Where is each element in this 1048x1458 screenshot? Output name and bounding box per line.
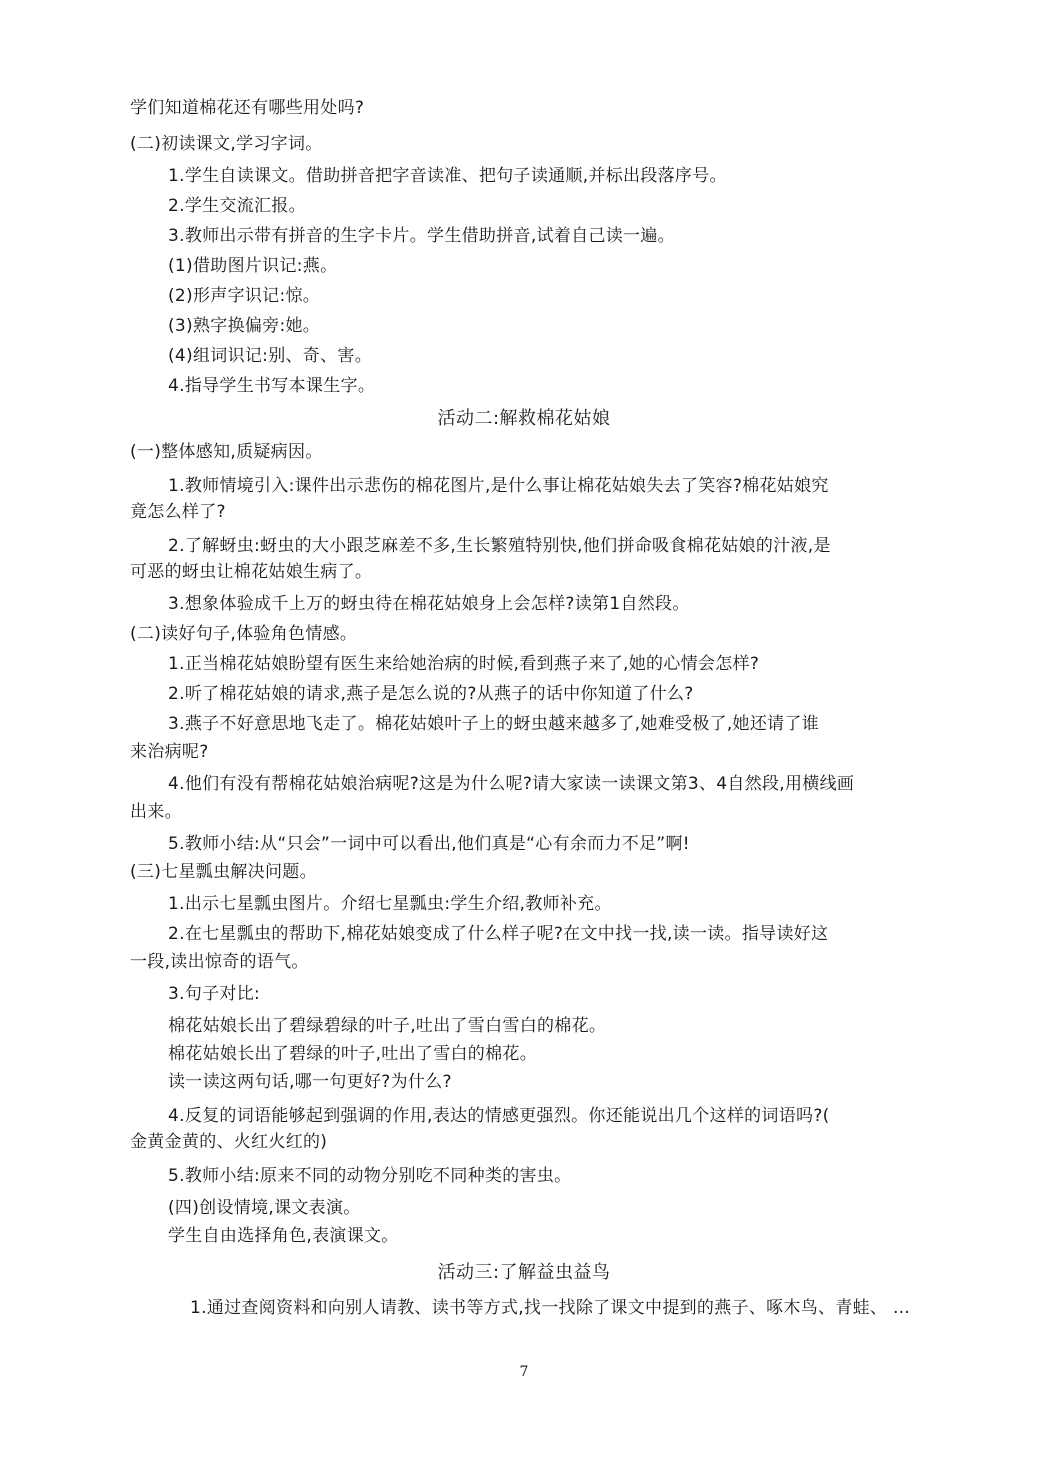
text-line: (1)借助图片识记:燕。 xyxy=(168,256,338,276)
example-sentence: 棉花姑娘长出了碧绿碧绿的叶子,吐出了雪白雪白的棉花。 xyxy=(168,1016,607,1036)
text-line: 来治病呢? xyxy=(130,742,209,762)
text-line: 3.句子对比: xyxy=(168,984,261,1004)
text-line: 1.学生自读课文。借助拼音把字音读准、把句子读通顺,并标出段落序号。 xyxy=(168,166,727,186)
text-line: (3)熟字换偏旁:她。 xyxy=(168,316,321,336)
text-line: 学生自由选择角色,表演课文。 xyxy=(168,1226,399,1246)
text-line: 3.教师出示带有拼音的生字卡片。学生借助拼音,试着自己读一遍。 xyxy=(168,226,675,246)
text-line: 4.指导学生书写本课生字。 xyxy=(168,376,376,396)
section-heading: (四)创设情境,课文表演。 xyxy=(168,1198,361,1218)
text-line: 5.教师小结:原来不同的动物分别吃不同种类的害虫。 xyxy=(168,1166,572,1186)
text-line: 1.教师情境引入:课件出示悲伤的棉花图片,是什么事让棉花姑娘失去了笑容?棉花姑娘究 xyxy=(168,476,829,496)
text-line: 3.燕子不好意思地飞走了。棉花姑娘叶子上的蚜虫越来越多了,她难受极了,她还请了谁 xyxy=(168,714,820,734)
text-line: 竟怎么样了? xyxy=(130,502,226,522)
page-number: 7 xyxy=(519,1364,529,1380)
text-line: 2.在七星瓢虫的帮助下,棉花姑娘变成了什么样子呢?在文中找一找,读一读。指导读好这 xyxy=(168,924,829,944)
example-sentence: 棉花姑娘长出了碧绿的叶子,吐出了雪白的棉花。 xyxy=(168,1044,538,1064)
text-line: 读一读这两句话,哪一句更好?为什么? xyxy=(168,1072,452,1092)
text-line: 1.出示七星瓢虫图片。介绍七星瓢虫:学生介绍,教师补充。 xyxy=(168,894,612,914)
text-line: 可恶的蚜虫让棉花姑娘生病了。 xyxy=(130,562,373,582)
section-heading: (一)整体感知,质疑病因。 xyxy=(130,442,323,462)
text-line: 出来。 xyxy=(130,802,182,822)
activity-title: 活动二:解救棉花姑娘 xyxy=(437,408,611,429)
text-line: 1.通过查阅资料和向别人请教、读书等方式,找一找除了课文中提到的燕子、啄木鸟、青蛙、 … xyxy=(190,1298,911,1318)
text-line: 2.学生交流汇报。 xyxy=(168,196,306,216)
text-line: 4.他们有没有帮棉花姑娘治病呢?这是为什么呢?请大家读一读课文第3、4自然段,用横线画 xyxy=(168,774,855,794)
text-line: 3.想象体验成千上万的蚜虫待在棉花姑娘身上会怎样?读第1自然段。 xyxy=(168,594,690,614)
text-line: 2.听了棉花姑娘的请求,燕子是怎么说的?从燕子的话中你知道了什么? xyxy=(168,684,694,704)
text-line: (4)组词识记:别、奇、害。 xyxy=(168,346,373,366)
text-line: 4.反复的词语能够起到强调的作用,表达的情感更强烈。你还能说出几个这样的词语吗?( xyxy=(168,1106,830,1126)
text-line: 金黄金黄的、火红火红的) xyxy=(130,1132,328,1152)
text-line: 1.正当棉花姑娘盼望有医生来给她治病的时候,看到燕子来了,她的心情会怎样? xyxy=(168,654,760,674)
text-line: 一段,读出惊奇的语气。 xyxy=(130,952,309,972)
section-heading: (二)读好句子,体验角色情感。 xyxy=(130,624,358,644)
text-line: 2.了解蚜虫:蚜虫的大小跟芝麻差不多,生长繁殖特别快,他们拼命吸食棉花姑娘的汁液,是 xyxy=(168,536,831,556)
text-line: 学们知道棉花还有哪些用处吗? xyxy=(130,98,365,118)
activity-title: 活动三:了解益虫益鸟 xyxy=(437,1262,611,1283)
section-heading: (二)初读课文,学习字词。 xyxy=(130,134,323,154)
text-line: 5.教师小结:从“只会”一词中可以看出,他们真是“心有余而力不足”啊! xyxy=(168,834,690,854)
section-heading: (三)七星瓢虫解决问题。 xyxy=(130,862,317,882)
text-line: (2)形声字识记:惊。 xyxy=(168,286,321,306)
